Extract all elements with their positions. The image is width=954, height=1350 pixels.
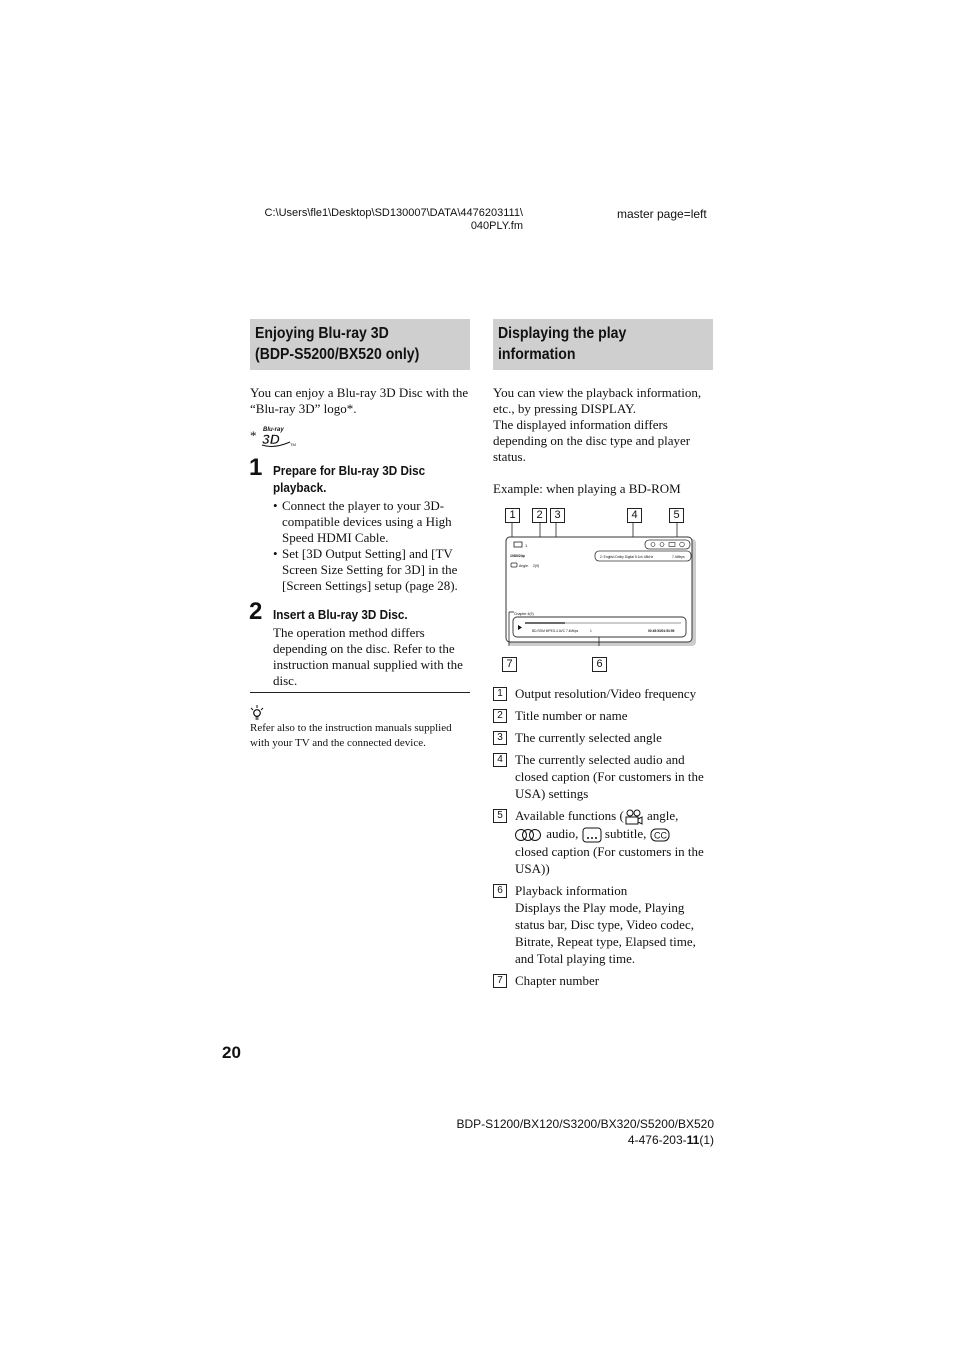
step-1-bullets — [273, 498, 471, 594]
divider — [250, 692, 470, 693]
title-number-text: 1 — [525, 543, 528, 548]
subtitle-icon — [582, 827, 602, 843]
legend-item-7: 7 Chapter number — [493, 972, 715, 989]
tv-screen-diagram — [505, 522, 697, 646]
angle-icon — [624, 809, 644, 825]
section-heading-play-info — [493, 319, 713, 370]
blu-ray-3d-logo-icon — [260, 424, 300, 448]
file-path-header — [255, 207, 523, 233]
legend-item-1: 1 Output resolution/Video frequency — [493, 685, 715, 702]
callout-2: 2 — [532, 508, 547, 523]
list-item: • Connect the player to your 3D-compatible devices using a High Speed HDMI Cable. — [273, 498, 452, 545]
example-label: Example: when playing a BD-ROM — [493, 481, 681, 496]
tip-text: Refer also to the instruction manuals supplied with your TV and the connected device. — [250, 722, 452, 749]
svg-text:Blu-ray: Blu-ray — [263, 427, 284, 433]
svg-text:3D: 3D — [262, 431, 280, 447]
page-number: 20 — [222, 1043, 241, 1062]
step-1-number: 1 — [249, 454, 263, 481]
resolution-text: 1080/24p — [510, 554, 525, 558]
repeat-text: 1 — [590, 629, 592, 633]
svg-text:CC: CC — [653, 830, 667, 841]
heading-line2: information — [498, 346, 576, 363]
file-path-line1: C:\Users\fle1\Desktop\SD130007\DATA\4476203111\ — [264, 207, 523, 219]
heading-line2: (BDP-S5200/BX520 only) — [255, 346, 420, 363]
angle-value-text: 2(9) — [533, 564, 540, 568]
list-item: • Set [3D Output Setting] and [TV Screen Size Setting for 3D] in the [Screen Settings] setup (page 28). — [273, 546, 458, 593]
model-list: BDP-S1200/BX120/S3200/BX320/S5200/BX520 — [456, 1117, 714, 1131]
blu-ray-3d-logo-row — [250, 424, 310, 450]
callout-1: 1 — [505, 508, 520, 523]
legend-item-6: 6 Playback information Displays the Play mode, Playing status bar, Disc type, Video codec, Bitrate, Repeat type, Elapsed time, and Total playing time. — [493, 882, 715, 967]
step-2-number: 2 — [249, 598, 263, 625]
callout-7: 7 — [502, 657, 517, 672]
svg-text:TM: TM — [290, 442, 296, 447]
intro-paragraph: You can enjoy a Blu-ray 3D Disc with the “Blu-ray 3D” logo*. — [250, 385, 469, 416]
heading-line1: Enjoying Blu-ray 3D — [255, 325, 389, 342]
document-code: 4-476-203-11(1) — [627, 1133, 714, 1147]
chapter-text: Chapter 4(9) — [514, 612, 534, 616]
angle-label-text: Angle — [519, 564, 528, 568]
legend-list — [493, 685, 715, 994]
play-info-intro: You can view the playback information, etc., by pressing DISPLAY. The displayed information differs depending on the disc type and player status. — [493, 385, 702, 464]
audio-info-text: 2: English Dolby Digital 5.1ch 48kHz — [600, 555, 654, 559]
footnote-marker: * — [250, 428, 257, 443]
time-text: 00:45:53/01:53:59 — [648, 629, 675, 633]
legend-item-2: 2 Title number or name — [493, 707, 715, 724]
footer — [420, 1116, 714, 1148]
legend-item-4: 4 The currently selected audio and closed caption (For customers in the USA) settings — [493, 751, 715, 802]
step-1-title: Prepare for Blu-ray 3D Disc playback. — [273, 463, 426, 495]
playback-info-text: BD-ROM MPEG-4 AVC 7.4Mbps — [532, 629, 579, 633]
master-page-label: master page=left — [617, 207, 707, 221]
bitrate-text: 7.4Mbps — [672, 555, 685, 559]
legend-item-5: 5 Available functions ( angle, audio, subtitle, CC closed caption (For customers in the USA)) — [493, 807, 715, 877]
callout-3: 3 — [550, 508, 565, 523]
step-2-title: Insert a Blu-ray 3D Disc. — [273, 607, 408, 622]
step-2-text: The operation method differs depending on the disc. Refer to the instruction manual supplied with the disc. — [273, 625, 463, 688]
callout-5: 5 — [669, 508, 684, 523]
section-heading-blu-ray-3d — [250, 319, 470, 370]
callout-4: 4 — [627, 508, 642, 523]
audio-icon — [515, 828, 543, 842]
closed-caption-icon — [650, 828, 670, 842]
callout-6: 6 — [592, 657, 607, 672]
heading-line1: Displaying the play — [498, 325, 627, 342]
file-path-line2: 040PLY.fm — [470, 220, 523, 232]
lightbulb-icon — [250, 705, 264, 721]
legend-item-3: 3 The currently selected angle — [493, 729, 715, 746]
